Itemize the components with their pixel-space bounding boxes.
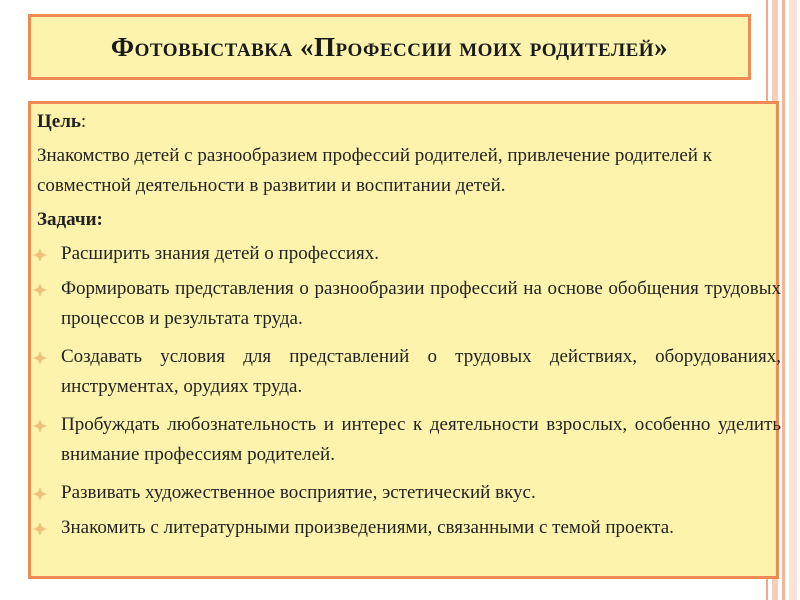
diamond-bullet-icon [33, 283, 47, 297]
decor-stripe [789, 0, 797, 600]
goal-label: Цель [37, 111, 81, 132]
diamond-bullet-icon [33, 248, 47, 262]
title-box [28, 14, 751, 80]
slide-title: Фотовыставка «Профессии моих родителей» [110, 31, 669, 62]
content-box [28, 101, 779, 579]
diamond-bullet-icon [33, 522, 47, 536]
decor-stripe [782, 0, 785, 600]
diamond-bullet-icon [33, 351, 47, 365]
tasks-label: Задачи: [37, 209, 103, 230]
task-item-text: Знакомить с литературными произведениями, связанными с темой проекта. [61, 517, 674, 538]
diamond-bullet-icon [33, 487, 47, 501]
task-item-text: Формировать представления о разнообразии профессий на основе обобщения трудовых процессов и результата труда. [61, 278, 781, 329]
goal-text: Знакомство детей с разнообразием профессий родителей, привлечение родителей к совместной деятельности в развитии и воспитании детей. [37, 145, 712, 196]
diamond-bullet-icon [33, 419, 47, 433]
task-item-text: Создавать условия для представлений о трудовых действиях, оборудованиях, инструментах, орудиях труда. [61, 346, 781, 397]
task-item-text: Пробуждать любознательность и интерес к деятельности взрослых, особенно уделить внимание профессиям родителей. [61, 414, 781, 465]
task-item-text: Развивать художественное восприятие, эстетический вкус. [61, 482, 536, 503]
goal-heading: Цель: [37, 111, 87, 132]
task-item-text: Расширить знания детей о профессиях. [61, 243, 379, 264]
